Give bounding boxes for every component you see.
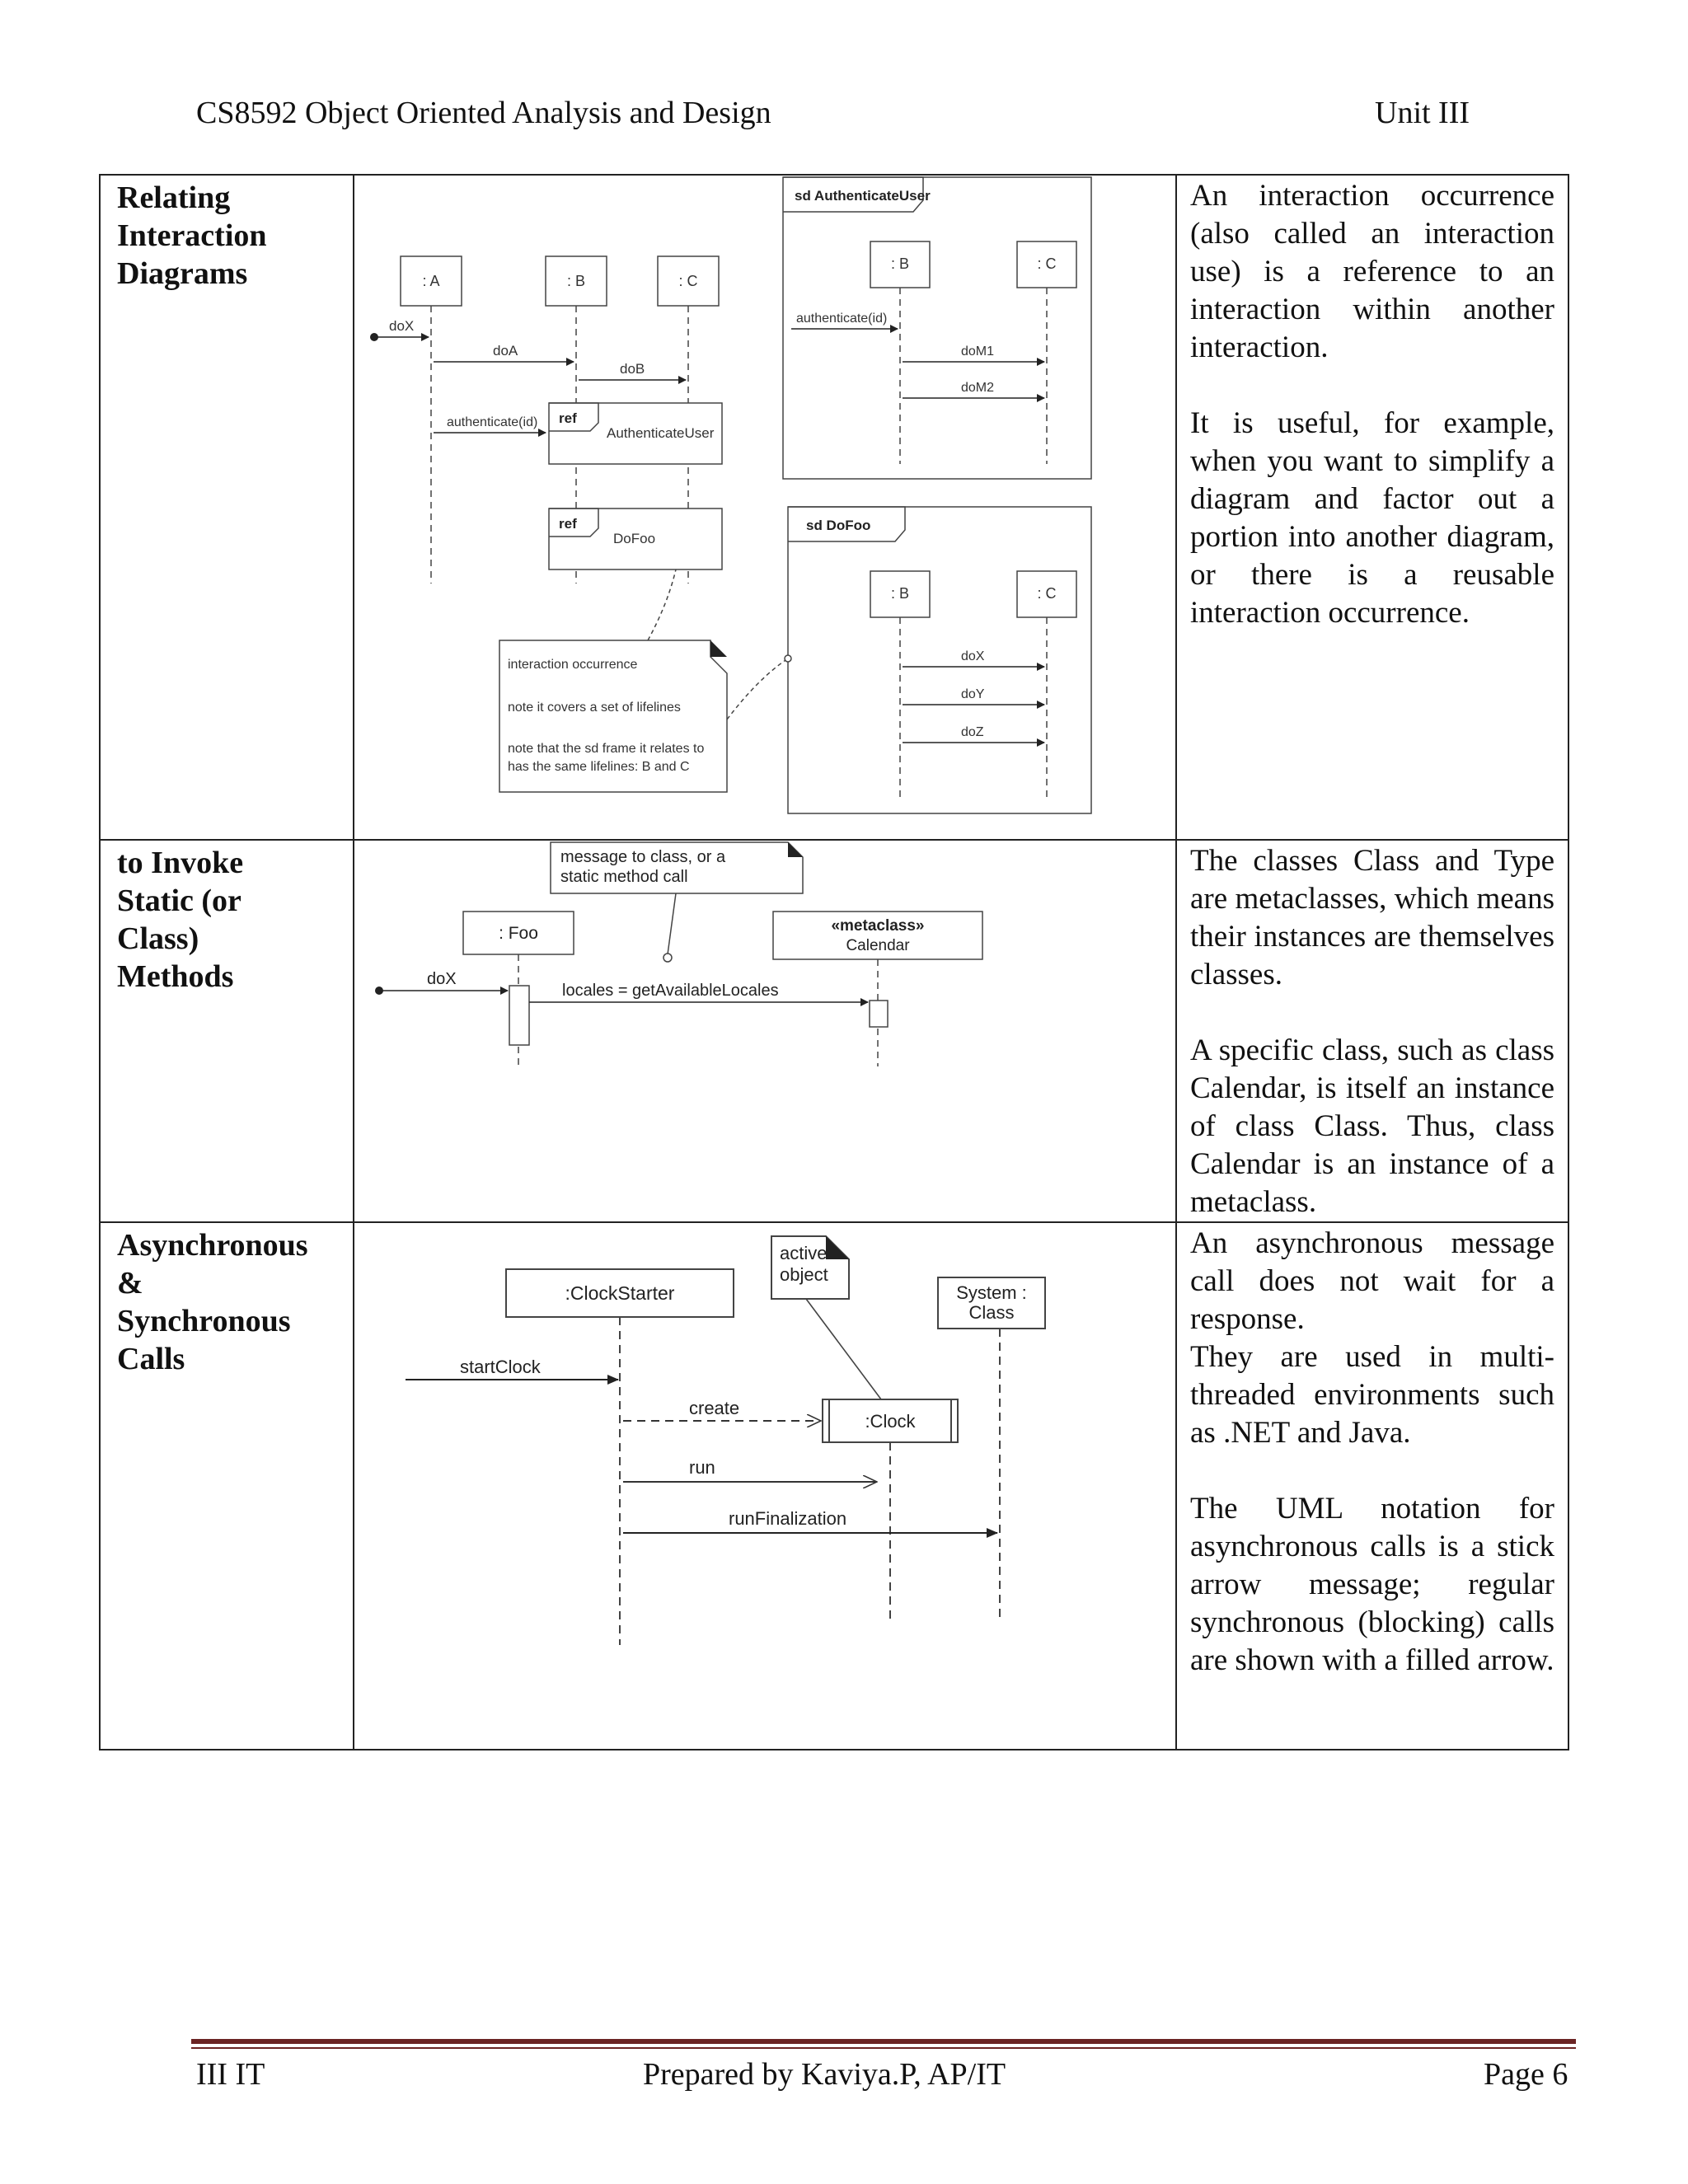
ref-label: ref — [559, 410, 577, 426]
clockstarter-label: :ClockStarter — [565, 1282, 675, 1304]
page-number: Page 6 — [1484, 2057, 1568, 2092]
topic-line: Synchronous — [117, 1304, 291, 1338]
frame1-lifeline-b-label: : B — [890, 255, 910, 272]
interaction-occurrence-diagram — [354, 176, 1175, 835]
msg-doa: doA — [493, 343, 518, 359]
description-cell — [1176, 840, 1568, 1222]
msg-run: run — [689, 1457, 715, 1478]
topic-cell — [100, 1222, 354, 1750]
clock-label: :Clock — [865, 1411, 916, 1432]
system-class-line2: Class — [968, 1302, 1015, 1323]
ref-authenticateuser-name: AuthenticateUser — [607, 425, 715, 441]
frame1-msg-authenticate: authenticate(id) — [796, 312, 888, 326]
description-paragraph: The classes Class and Type are metaclasses, which means their instances are themselves classes. — [1190, 844, 1554, 991]
description-cell — [1176, 1222, 1568, 1750]
note-line: object — [780, 1264, 828, 1285]
topic-line: Calls — [117, 1342, 185, 1376]
topic-line: Diagrams — [117, 256, 248, 291]
msg-doy: doY — [961, 687, 985, 701]
diagram-cell — [354, 175, 1176, 840]
table-row — [100, 1222, 1568, 1750]
msg-dox: doX — [389, 318, 415, 334]
topic-cell — [100, 175, 354, 840]
description-paragraph: The UML notation for asynchronous calls is a stick arrow message; regular synchronous (blocking) calls are shown with a filled arrow. — [1190, 1492, 1554, 1677]
frame2-lifeline-c-label: : C — [1037, 585, 1057, 602]
frame-sd-dofoo — [788, 507, 1091, 813]
ref-dofoo-name: DoFoo — [613, 531, 656, 546]
topic-line: & — [117, 1266, 143, 1301]
note-line: note it covers a set of lifelines — [508, 701, 681, 715]
topic-line: Interaction — [117, 218, 267, 253]
course-title: CS8592 Object Oriented Analysis and Design — [196, 96, 771, 130]
unit-label: Unit III — [1375, 96, 1470, 130]
frame-sd-dofoo-title: sd DoFoo — [806, 518, 871, 533]
topic-cell — [100, 840, 354, 1222]
footer-rule — [191, 2039, 1576, 2044]
msg-authenticate: authenticate(id) — [447, 415, 538, 429]
topics-table — [99, 174, 1569, 1750]
msg-startclock: startClock — [460, 1357, 541, 1377]
note-line: static method call — [560, 868, 688, 886]
msg-dox: doX — [427, 970, 457, 988]
footer-author: Prepared by Kaviya.P, AP/IT — [643, 2057, 1006, 2092]
static-method-diagram — [354, 841, 1175, 1104]
msg-create: create — [689, 1398, 740, 1418]
table-row — [100, 840, 1568, 1222]
note-line: active — [780, 1243, 828, 1263]
note-line: interaction occurrence — [508, 658, 638, 672]
note-line: has the same lifelines: B and C — [508, 760, 690, 774]
lifeline-a-label: : A — [422, 273, 440, 289]
description-paragraph: A specific class, such as class Calendar, is itself an instance of class Class. Thus, class Calendar is an instance of a metaclass. — [1190, 1033, 1554, 1219]
note-line: note that the sd frame it relates to — [508, 742, 705, 756]
frame-sd-authenticateuser-title: sd AuthenticateUser — [795, 188, 931, 204]
msg-dox-2: doX — [961, 649, 985, 663]
description-paragraph: It is useful, for example, when you want to simplify a diagram and factor out a portion into another diagram, or there is a reusable interaction occurrence. — [1190, 406, 1554, 630]
description-paragraph: They are used in multi-threaded environments such as .NET and Java. — [1190, 1340, 1554, 1450]
topic-line: to Invoke — [117, 846, 244, 880]
footer-rule — [191, 2047, 1576, 2049]
metaclass-stereotype: «metaclass» — [831, 917, 925, 935]
msg-dom2: doM2 — [961, 381, 995, 395]
topic-line: Asynchronous — [117, 1228, 308, 1263]
note-line: message to class, or a — [560, 848, 726, 866]
description-cell — [1176, 175, 1568, 840]
frame1-lifeline-c-label: : C — [1037, 255, 1057, 272]
async-sync-calls-diagram — [354, 1223, 1175, 1652]
description-paragraph: An interaction occurrence (also called an interaction use) is a reference to an interaction within another interaction. — [1190, 179, 1554, 364]
frame2-lifeline-b-label: : B — [890, 585, 910, 602]
msg-dom1: doM1 — [961, 344, 995, 359]
diagram-cell — [354, 1222, 1176, 1750]
metaclass-name: Calendar — [846, 937, 910, 954]
diagram-cell — [354, 840, 1176, 1222]
frame-sd-authenticateuser — [783, 177, 1091, 479]
topic-line: Static (or — [117, 883, 241, 918]
topic-line: Class) — [117, 921, 199, 956]
foo-label: : Foo — [499, 924, 538, 943]
description-paragraph: An asynchronous message call does not wait for a response. — [1190, 1226, 1554, 1336]
msg-doz: doZ — [961, 725, 984, 739]
topic-line: Relating — [117, 180, 231, 215]
footer-class: III IT — [196, 2057, 265, 2092]
table-row — [100, 175, 1568, 840]
msg-dob: doB — [620, 361, 645, 377]
msg-runfinalization: runFinalization — [729, 1508, 847, 1529]
system-class-line1: System : — [956, 1282, 1027, 1303]
lifeline-b-label: : B — [566, 273, 586, 289]
topic-line: Methods — [117, 959, 234, 994]
msg-getavailablelocales: locales = getAvailableLocales — [562, 982, 779, 1000]
lifeline-c-label: : C — [678, 273, 698, 289]
ref-label: ref — [559, 516, 577, 532]
